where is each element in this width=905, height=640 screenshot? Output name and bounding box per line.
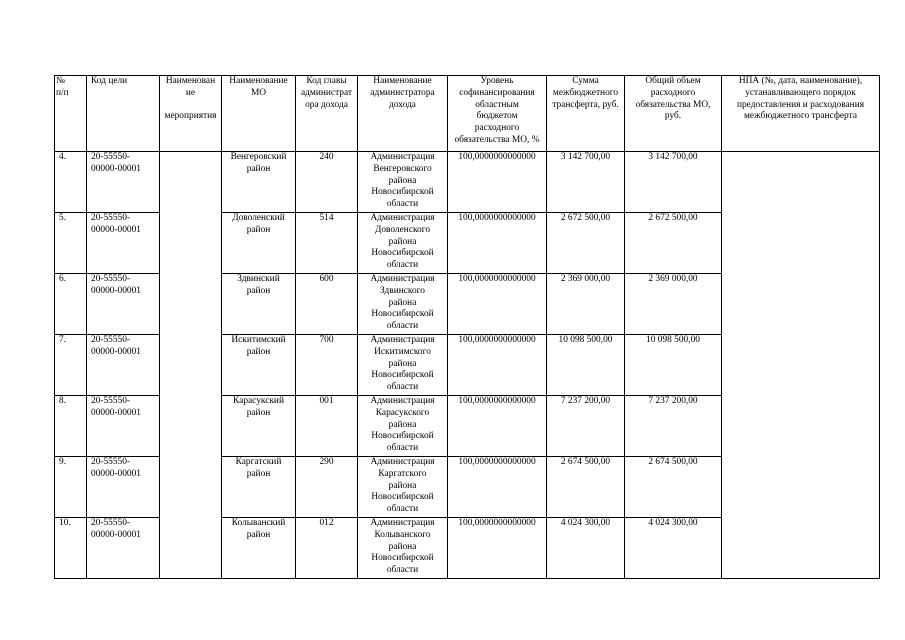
header-cofinancing-level: Уровень софинансирования областным бюджетом расходного обязательства МО, % xyxy=(448,76,547,152)
row-total-volume: 7 237 200,00 xyxy=(625,396,722,457)
row-total-volume: 3 142 700,00 xyxy=(625,152,722,213)
row-cofinancing-level: 100,0000000000000 xyxy=(448,335,547,396)
header-num: № п/п xyxy=(55,76,87,152)
row-admin-name: Администрация Карасукского района Новосибирской области xyxy=(358,396,448,457)
row-admin-name: Администрация Доволенского района Новосибирской области xyxy=(358,213,448,274)
row-goal-code: 20-55550- 00000-00001 xyxy=(87,518,160,579)
row-mo-name: Здвинский район xyxy=(222,274,296,335)
row-mo-name: Колыванский район xyxy=(222,518,296,579)
row-cofinancing-level: 100,0000000000000 xyxy=(448,274,547,335)
row-admin-code: 012 xyxy=(296,518,358,579)
row-num: 8. xyxy=(55,396,87,457)
row-goal-code: 20-55550- 00000-00001 xyxy=(87,335,160,396)
row-transfer-sum: 10 098 500,00 xyxy=(547,335,625,396)
row-goal-code: 20-55550- 00000-00001 xyxy=(87,396,160,457)
row-transfer-sum: 4 024 300,00 xyxy=(547,518,625,579)
row-num: 5. xyxy=(55,213,87,274)
row-num: 10. xyxy=(55,518,87,579)
row-admin-name: Администрация Искитимского района Новосибирской области xyxy=(358,335,448,396)
npa-merged-cell xyxy=(722,152,880,579)
row-mo-name: Каргатский район xyxy=(222,457,296,518)
row-admin-name: Администрация Здвинского района Новосибирской области xyxy=(358,274,448,335)
row-num: 6. xyxy=(55,274,87,335)
row-transfer-sum: 3 142 700,00 xyxy=(547,152,625,213)
header-mo-name: Наименование МО xyxy=(222,76,296,152)
row-total-volume: 10 098 500,00 xyxy=(625,335,722,396)
header-admin-code: Код главы администрат ора дохода xyxy=(296,76,358,152)
table-header-row xyxy=(55,76,880,152)
row-total-volume: 2 672 500,00 xyxy=(625,213,722,274)
row-num: 4. xyxy=(55,152,87,213)
row-transfer-sum: 2 369 000,00 xyxy=(547,274,625,335)
row-total-volume: 2 369 000,00 xyxy=(625,274,722,335)
header-event-name: Наименован ие мероприятия xyxy=(160,76,222,152)
header-admin-name: Наименование администратора дохода xyxy=(358,76,448,152)
row-cofinancing-level: 100,0000000000000 xyxy=(448,152,547,213)
header-goal-code: Код цели xyxy=(87,76,160,152)
row-mo-name: Доволенский район xyxy=(222,213,296,274)
row-goal-code: 20-55550- 00000-00001 xyxy=(87,457,160,518)
row-cofinancing-level: 100,0000000000000 xyxy=(448,518,547,579)
table-body xyxy=(55,152,880,579)
row-admin-code: 001 xyxy=(296,396,358,457)
row-cofinancing-level: 100,0000000000000 xyxy=(448,457,547,518)
row-transfer-sum: 2 672 500,00 xyxy=(547,213,625,274)
row-admin-name: Администрация Венгеровского района Новосибирской области xyxy=(358,152,448,213)
row-mo-name: Венгеровский район xyxy=(222,152,296,213)
row-goal-code: 20-55550- 00000-00001 xyxy=(87,274,160,335)
row-goal-code: 20-55550- 00000-00001 xyxy=(87,213,160,274)
row-admin-code: 514 xyxy=(296,213,358,274)
row-admin-code: 240 xyxy=(296,152,358,213)
row-admin-name: Администрация Каргатского района Новосибирской области xyxy=(358,457,448,518)
row-cofinancing-level: 100,0000000000000 xyxy=(448,213,547,274)
row-admin-code: 700 xyxy=(296,335,358,396)
header-transfer-sum: Сумма межбюджетного трансферта, руб. xyxy=(547,76,625,152)
row-mo-name: Карасукский район xyxy=(222,396,296,457)
row-total-volume: 4 024 300,00 xyxy=(625,518,722,579)
row-admin-code: 290 xyxy=(296,457,358,518)
row-mo-name: Искитимский район xyxy=(222,335,296,396)
header-npa: НПА (№, дата, наименование), устанавливающего порядок предоставления и расходования межбюджетного трансферта xyxy=(722,76,880,152)
table-row xyxy=(55,152,880,213)
event-name-merged-cell xyxy=(160,152,222,579)
row-admin-name: Администрация Колыванского района Новосибирской области xyxy=(358,518,448,579)
row-transfer-sum: 7 237 200,00 xyxy=(547,396,625,457)
header-total-volume: Общий объем расходного обязательства МО, руб. xyxy=(625,76,722,152)
row-admin-code: 600 xyxy=(296,274,358,335)
row-cofinancing-level: 100,0000000000000 xyxy=(448,396,547,457)
transfer-table xyxy=(54,75,880,579)
row-transfer-sum: 2 674 500,00 xyxy=(547,457,625,518)
row-total-volume: 2 674 500,00 xyxy=(625,457,722,518)
row-num: 7. xyxy=(55,335,87,396)
row-goal-code: 20-55550- 00000-00001 xyxy=(87,152,160,213)
row-num: 9. xyxy=(55,457,87,518)
